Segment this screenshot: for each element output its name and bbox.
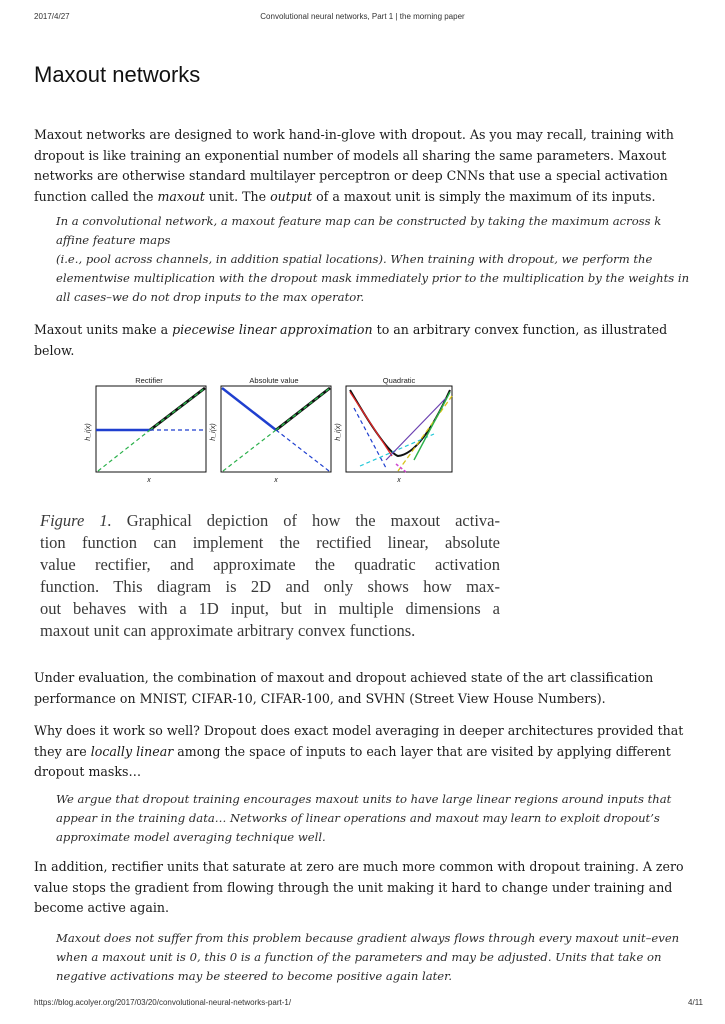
y-axis-label: h_i(x) bbox=[335, 423, 342, 441]
linear-piece bbox=[223, 430, 276, 471]
section-heading: Maxout networks bbox=[34, 62, 201, 87]
maxout-curve bbox=[222, 388, 276, 430]
panel-title: Quadratic bbox=[382, 376, 416, 385]
y-axis-label: h_i(x) bbox=[210, 423, 217, 441]
print-date: 2017/4/27 bbox=[34, 12, 70, 21]
quote-line: In a convolutional network, a maxout feature map can be constructed by taking the maximum across k affine feature maps bbox=[56, 214, 662, 247]
figure-caption bbox=[40, 510, 500, 642]
linear-piece bbox=[98, 430, 150, 471]
y-axis-label: h_i(x) bbox=[85, 423, 92, 441]
caption-line: maxout unit can approximate arbitrary convex functions. bbox=[40, 621, 416, 640]
x-axis-label: x bbox=[147, 477, 151, 484]
output-term: output bbox=[270, 188, 313, 204]
paragraph-piecewise: Maxout units make a piecewise linear approximation to an arbitrary convex function, as illustrated below. bbox=[34, 322, 668, 358]
panel-quadratic bbox=[335, 376, 452, 484]
linear-piece bbox=[276, 430, 329, 471]
linear-piece bbox=[350, 392, 392, 456]
x-axis-label: x bbox=[397, 477, 401, 484]
caption-line: tion function can implement the rectified linear, absolute bbox=[40, 533, 500, 552]
print-url: https://blog.acolyer.org/2017/03/20/convolutional-neural-networks-part-1/ bbox=[34, 998, 292, 1007]
piecewise-term: piecewise linear approximation bbox=[172, 322, 373, 337]
blockquote-dropout-argument: We argue that dropout training encourages maxout units to have large linear regions around inputs that appear in the training data… Networks of linear operations and maxout may learn to exploit dropout’s approximate model averaging technique well. bbox=[56, 792, 672, 844]
caption-line: value rectifier, and approximate the quadratic activation bbox=[40, 555, 500, 574]
caption-line: Figure 1. Graphical depiction of how the maxout activa- bbox=[40, 511, 500, 530]
blockquote-maxout-gradient: Maxout does not suffer from this problem because gradient always flows through every maxout unit–even when a maxout unit is 0, this 0 is a function of the parameters and may be adjusted. Units that take on negative activations may be steered to become positive again later. bbox=[56, 931, 680, 983]
figure-label: Figure 1. bbox=[40, 511, 112, 530]
x-axis-label: x bbox=[274, 477, 278, 484]
panel-title: Rectifier bbox=[135, 376, 163, 385]
maxout-term: maxout bbox=[157, 188, 205, 204]
plot-frame bbox=[346, 386, 452, 472]
caption-line: function. This diagram is 2D and only shows how max- bbox=[40, 577, 500, 596]
paragraph-rectifier-saturation: In addition, rectifier units that saturate at zero are much more common with dropout training. A zero value stops the gradient from flowing through the unit making it hard to change under training and become active again. bbox=[34, 859, 684, 915]
linear-piece bbox=[396, 464, 406, 472]
paragraph-intro: Maxout networks are designed to work hand-in-glove with dropout. As you may recall, training with dropout is like training an exponential number of models all sharing the same parameters. Maxout networks are otherwise standard multilayer perceptron or deep CNNs that use a special activation function called the maxout unit. The output of a maxout unit is simply the maximum of its inputs. bbox=[34, 127, 674, 204]
linear-piece bbox=[386, 398, 446, 460]
quote-line: (i.e., pool across channels, in addition spatial locations). When training with dropout, we perform the elementwise multiplication with the dropout mask immediately prior to the multiplication by the weights in all cases–we do not drop inputs to the max operator. bbox=[56, 252, 690, 304]
paragraph-why-it-works: Why does it work so well? Dropout does exact model averaging in deeper architectures provided that they are locally linear among the space of inputs to each layer that are visited by applying different dropout masks… bbox=[34, 723, 684, 779]
maxout-figure bbox=[86, 374, 466, 486]
panel-title: Absolute value bbox=[249, 376, 299, 385]
locally-linear-term: locally linear bbox=[90, 743, 174, 759]
paragraph-evaluation: Under evaluation, the combination of maxout and dropout achieved state of the art classification performance on MNIST, CIFAR-10, CIFAR-100, and SVHN (Street View House Numbers). bbox=[34, 670, 654, 706]
print-page-title: Convolutional neural networks, Part 1 | the morning paper bbox=[260, 12, 465, 21]
panel-absolute-value bbox=[210, 376, 331, 484]
panel-rectifier bbox=[85, 376, 206, 484]
print-page-number: 4/11 bbox=[688, 998, 703, 1007]
caption-line: out behaves with a 1D input, but in multiple dimensions a bbox=[40, 599, 500, 618]
linear-piece bbox=[398, 396, 452, 471]
blockquote-maxout-feature-map bbox=[56, 212, 696, 307]
